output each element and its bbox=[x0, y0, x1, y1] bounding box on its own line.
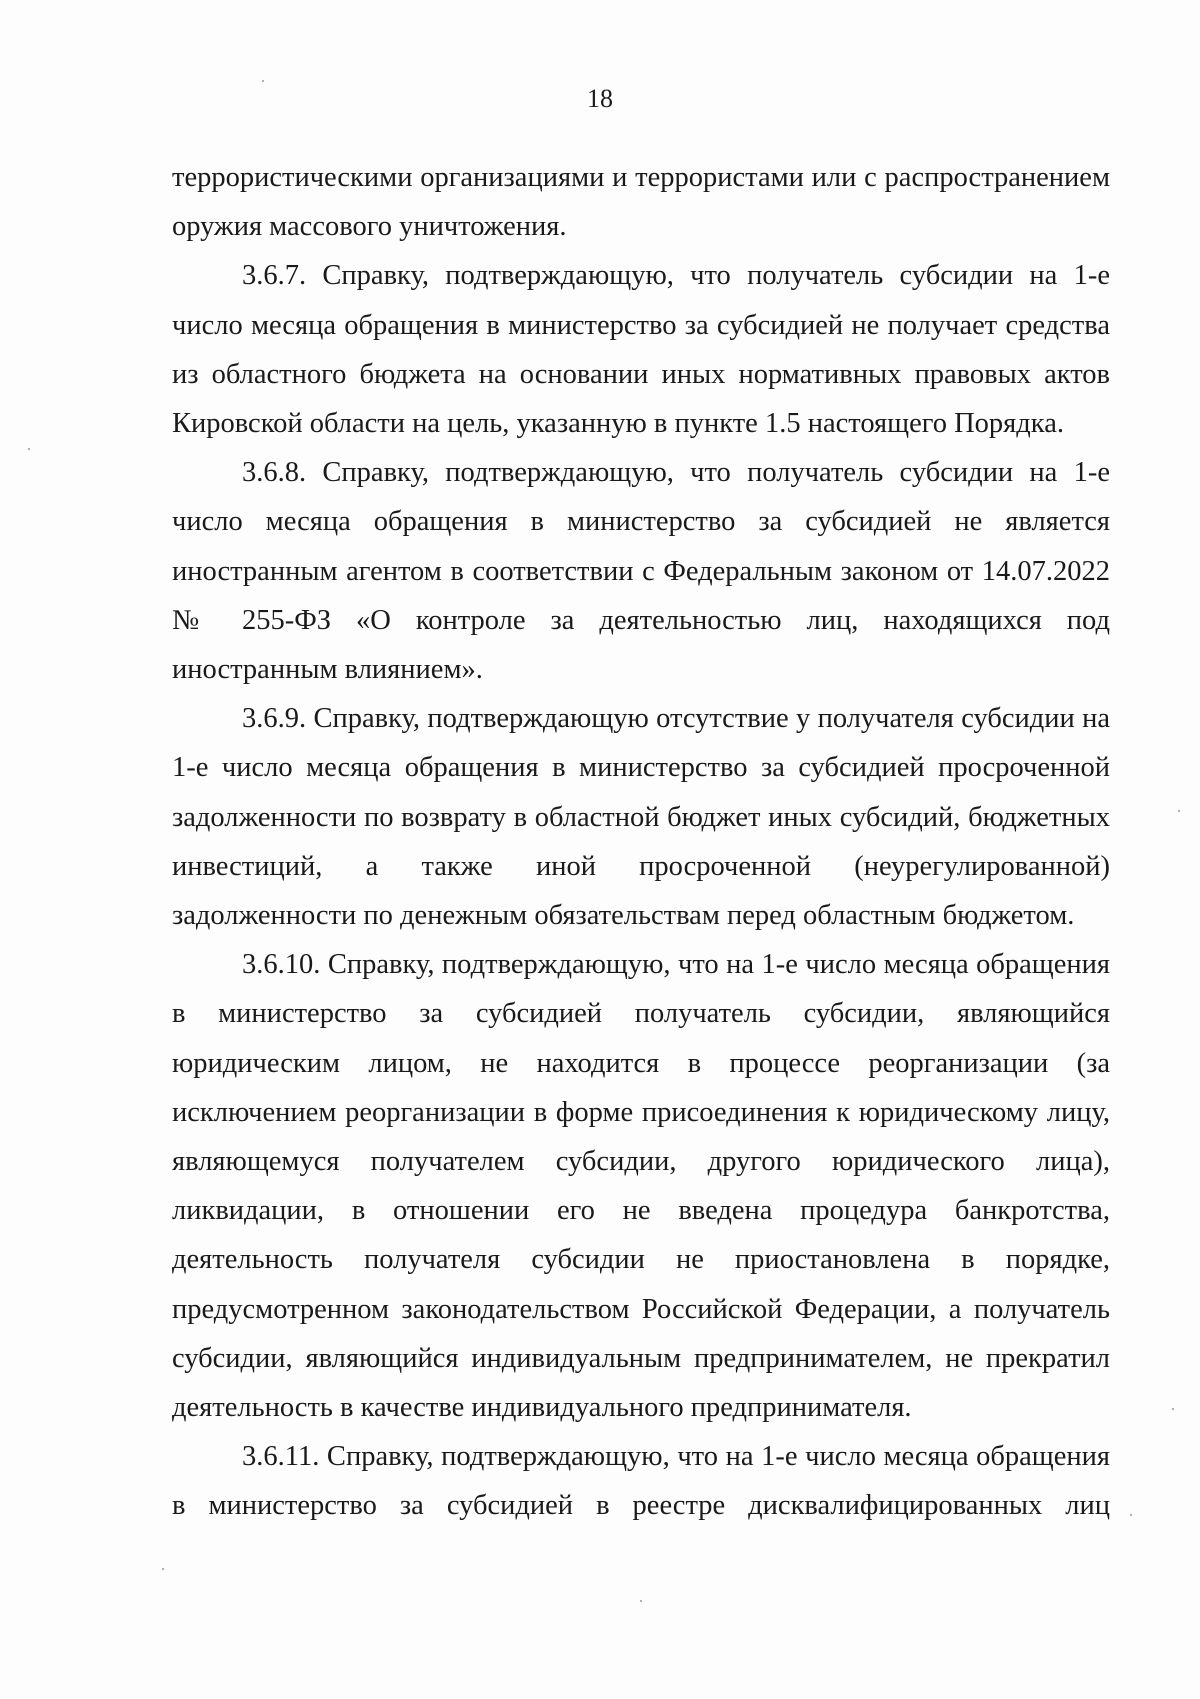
document-body bbox=[172, 153, 1110, 1531]
scan-speck bbox=[640, 1600, 642, 1602]
scan-speck bbox=[162, 1568, 164, 1570]
paragraph-3-6-11: 3.6.11. Справку, подтверждающую, что на 1-е число месяца обращения в министерство за субсидией в реестре дисквалифицированных лиц bbox=[172, 1441, 1110, 1522]
paragraph-continuation: террористическими организациями и террористами или с распространением оружия массового уничтожения. bbox=[172, 162, 1110, 243]
paragraph-3-6-10: 3.6.10. Справку, подтверждающую, что на 1-е число месяца обращения в министерство за субсидией получатель субсидии, являющийся юридическим лицом, не находится в процессе реорганизации (за исключением реорганизации в форме присоединения к юридическому лицу, являющемуся получателем субсидии, другого юридического лица), ликвидации, в отношении его не введена процедура банкротства, деятельность получателя субсидии не приостановлена в порядке, предусмотренном законодательством Российской Федерации, а получатель субсидии, являющийся индивидуальным предпринимателем, не прекратил деятельность в качестве индивидуального предпринимателя. bbox=[172, 949, 1110, 1424]
paragraph-3-6-8: 3.6.8. Справку, подтверждающую, что получатель субсидии на 1-е число месяца обращения в министерство за субсидией не является иностранным агентом в соответствии с Федеральным законом от 14.07.2022 № 255-ФЗ «О контроле за деятельностью лиц, находящихся под иностранным влиянием». bbox=[172, 457, 1110, 686]
scan-speck bbox=[262, 80, 264, 82]
page-number: 18 bbox=[587, 84, 613, 113]
scan-speck bbox=[1178, 810, 1180, 812]
scan-speck bbox=[1172, 1408, 1174, 1410]
scan-speck bbox=[28, 448, 30, 450]
scan-speck bbox=[1130, 1514, 1132, 1516]
paragraph-3-6-7: 3.6.7. Справку, подтверждающую, что получатель субсидии на 1-е число месяца обращения в министерство за субсидией не получает средства из областного бюджета на основании иных нормативных правовых актов Кировской области на цель, указанную в пункте 1.5 настоящего Порядка. bbox=[172, 260, 1110, 440]
paragraph-3-6-9: 3.6.9. Справку, подтверждающую отсутствие у получателя субсидии на 1-е число месяца обращения в министерство за субсидией просроченной задолженности по возврату в областной бюджет иных субсидий, бюджетных инвестиций, а также иной просроченной (неурегулированной) задолженности по денежным обязательствам перед областным бюджетом. bbox=[172, 703, 1110, 932]
